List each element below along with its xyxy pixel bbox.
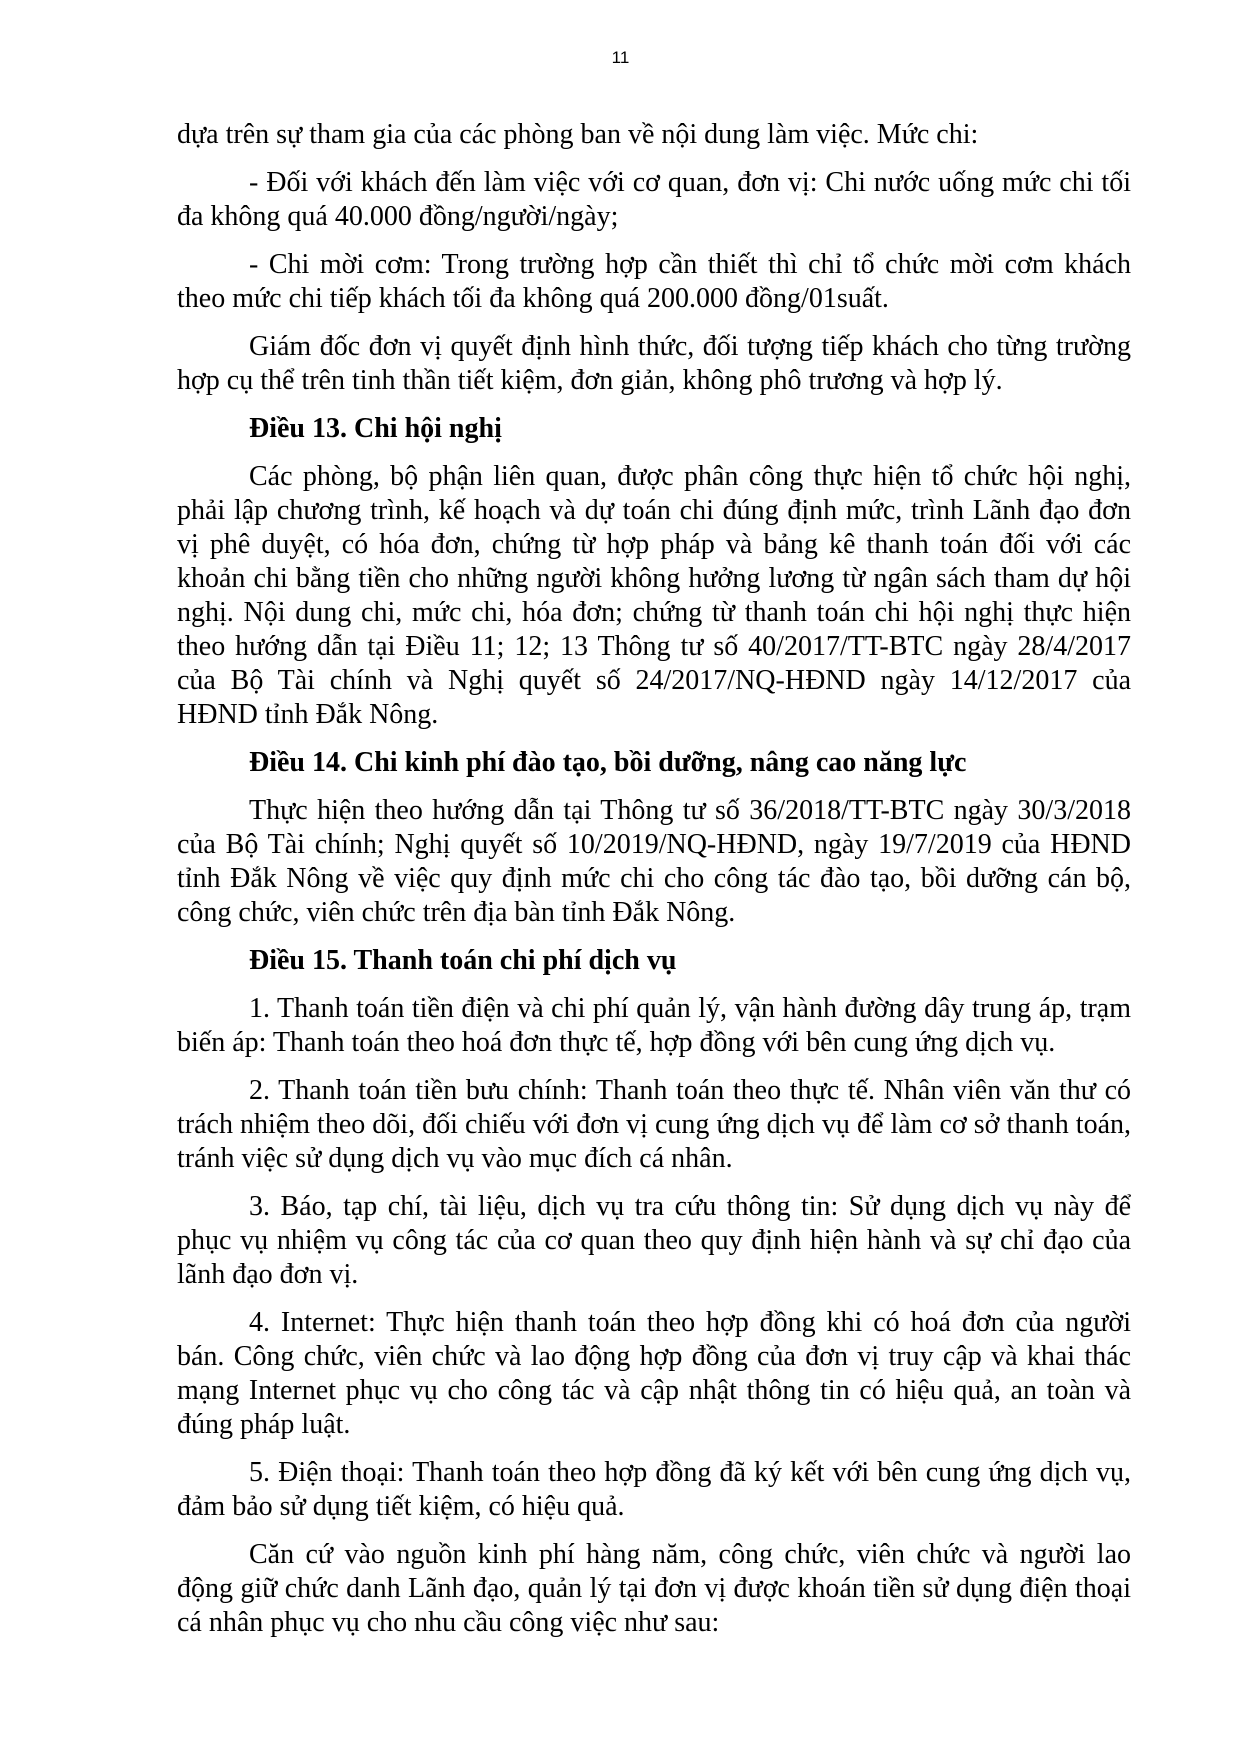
paragraph-phone-allowance: Căn cứ vào nguồn kinh phí hàng năm, công chức, viên chức và người lao động giữ chức danh Lãnh đạo, quản lý tại đơn vị được khoán tiền sử dụng điện thoại cá nhân phục vụ cho nhu cầu công việc như sau: bbox=[177, 1539, 1131, 1638]
paragraph-postal: 2. Thanh toán tiền bưu chính: Thanh toán theo thực tế. Nhân viên văn thư có trách nhiệm theo dõi, đối chiếu với đơn vị cung ứng dịch vụ để làm cơ sở thanh toán, tránh việc sử dụng dịch vụ vào mục đích cá nhân. bbox=[177, 1075, 1131, 1174]
paragraph-continuation: dựa trên sự tham gia của các phòng ban về nội dung làm việc. Mức chi: bbox=[177, 119, 979, 150]
heading-article-15: Điều 15. Thanh toán chi phí dịch vụ bbox=[249, 945, 677, 976]
paragraph-telephone: 5. Điện thoại: Thanh toán theo hợp đồng đã ký kết với bên cung ứng dịch vụ, đảm bảo sử dụng tiết kiệm, có hiệu quả. bbox=[177, 1457, 1131, 1522]
heading-article-13: Điều 13. Chi hội nghị bbox=[249, 413, 502, 444]
paragraph-director-decision: Giám đốc đơn vị quyết định hình thức, đối tượng tiếp khách cho từng trường hợp cụ thể trên tinh thần tiết kiệm, đơn giản, không phô trương và hợp lý. bbox=[177, 331, 1131, 396]
paragraph-article-14: Thực hiện theo hướng dẫn tại Thông tư số 36/2018/TT-BTC ngày 30/3/2018 của Bộ Tài chính; Nghị quyết số 10/2019/NQ-HĐND, ngày 19/7/2019 của HĐND tỉnh Đắk Nông về việc quy định mức chi cho công tác đào tạo, bồi dưỡng cán bộ, công chức, viên chức trên địa bàn tỉnh Đắk Nông. bbox=[177, 795, 1131, 928]
paragraph-guest-meals: - Chi mời cơm: Trong trường hợp cần thiết thì chỉ tổ chức mời cơm khách theo mức chi tiếp khách tối đa không quá 200.000 đồng/01suất. bbox=[177, 249, 1131, 314]
paragraph-guest-drinks: - Đối với khách đến làm việc với cơ quan, đơn vị: Chi nước uống mức chi tối đa không quá 40.000 đồng/người/ngày; bbox=[177, 167, 1131, 232]
paragraph-internet: 4. Internet: Thực hiện thanh toán theo hợp đồng khi có hoá đơn của người bán. Công chức, viên chức và lao động hợp đồng của đơn vị truy cập và khai thác mạng Internet phục vụ cho công tác và cập nhật thông tin có hiệu quả, an toàn và đúng pháp luật. bbox=[177, 1307, 1131, 1440]
paragraph-electricity: 1. Thanh toán tiền điện và chi phí quản lý, vận hành đường dây trung áp, trạm biến áp: Thanh toán theo hoá đơn thực tế, hợp đồng với bên cung ứng dịch vụ. bbox=[177, 993, 1131, 1058]
page-number: 11 bbox=[611, 48, 630, 67]
paragraph-newspapers: 3. Báo, tạp chí, tài liệu, dịch vụ tra cứu thông tin: Sử dụng dịch vụ này để phục vụ nhiệm vụ công tác của cơ quan theo quy định hiện hành và sự chỉ đạo của lãnh đạo đơn vị. bbox=[177, 1191, 1131, 1290]
heading-article-14: Điều 14. Chi kinh phí đào tạo, bồi dưỡng, nâng cao năng lực bbox=[249, 747, 967, 778]
paragraph-article-13: Các phòng, bộ phận liên quan, được phân công thực hiện tổ chức hội nghị, phải lập chương trình, kế hoạch và dự toán chi đúng định mức, trình Lãnh đạo đơn vị phê duyệt, có hóa đơn, chứng từ hợp pháp và bảng kê thanh toán đối với các khoản chi bằng tiền cho những người không hưởng lương từ ngân sách tham dự hội nghị. Nội dung chi, mức chi, hóa đơn; chứng từ thanh toán chi hội nghị thực hiện theo hướng dẫn tại Điều 11; 12; 13 Thông tư số 40/2017/TT-BTC ngày 28/4/2017 của Bộ Tài chính và Nghị quyết số 24/2017/NQ-HĐND ngày 14/12/2017 của HĐND tỉnh Đắk Nông. bbox=[177, 461, 1131, 730]
document-body bbox=[177, 118, 1131, 1654]
